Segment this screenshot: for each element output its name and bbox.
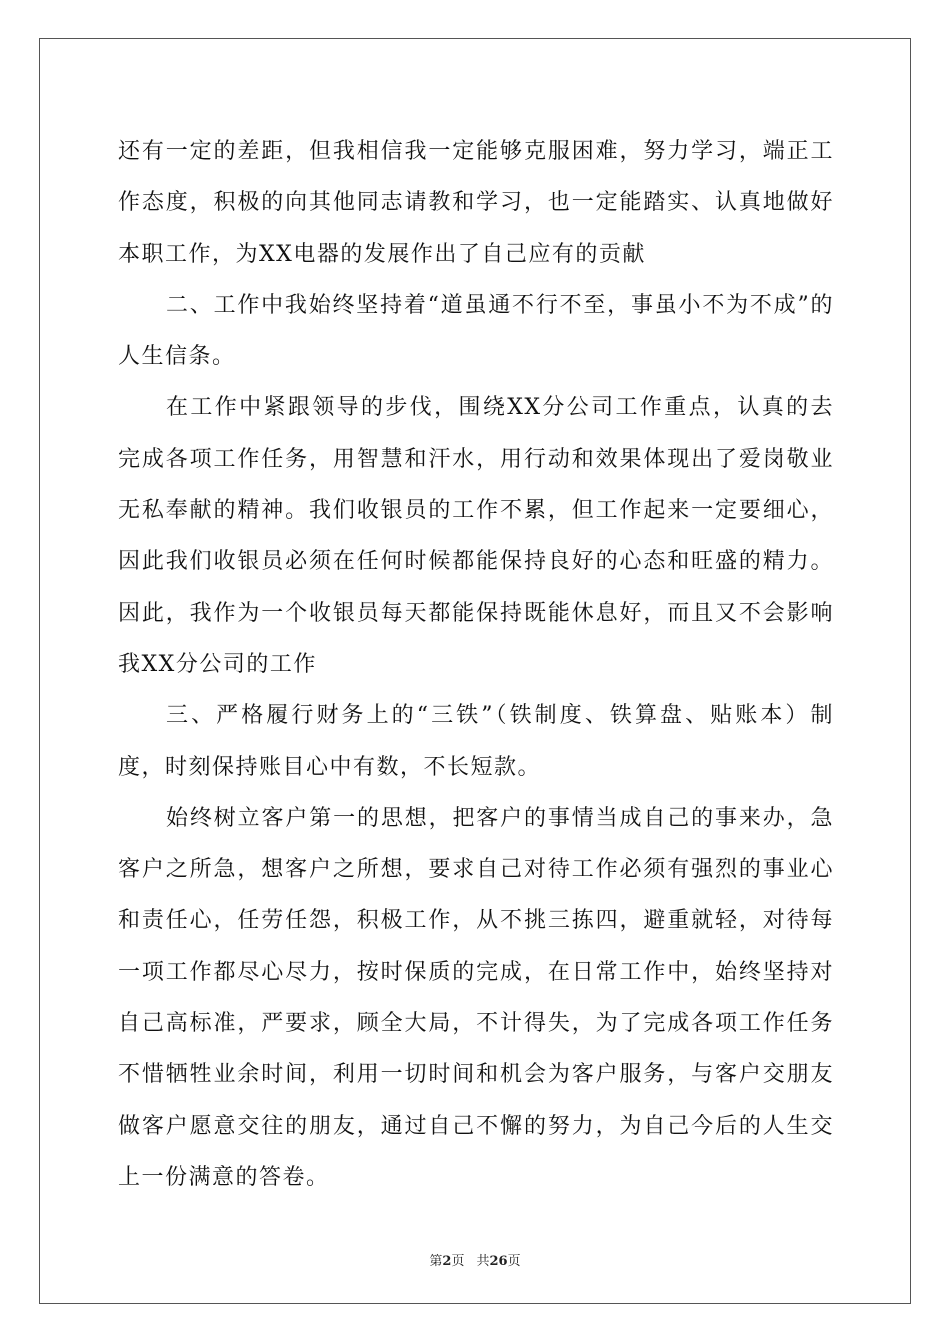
paragraph-2: 二、工作中我始终坚持着“道虽通不行不至，事虽小不为不成”的人生信条。 [118, 292, 834, 370]
page-footer [0, 1250, 950, 1269]
page-suffix: 页 [451, 1254, 465, 1269]
document-body [118, 126, 834, 1203]
paragraph-3: 在工作中紧跟领导的步伐，围绕XX分公司工作重点，认真的去完成各项工作任务，用智慧和汗水，用行动和效果体现出了爱岗敬业无私奉献的精神。我们收银员的工作不累，但工作起来一定要细心，因此我们收银员必须在任何时候都能保持良好的心态和旺盛的精力。因此，我作为一个收银员每天都能保持既能休息好，而且又不会影响我XX分公司的工作 [118, 395, 834, 677]
paragraph-4: 三、严格履行财务上的“三铁”（铁制度、铁算盘、贴账本）制度，时刻保持账目心中有数，不长短款。 [118, 703, 834, 780]
total-pages: 26 [489, 1254, 508, 1269]
paragraph-5: 始终树立客户第一的思想，把客户的事情当成自己的事来办，急客户之所急，想客户之所想，要求自己对待工作必须有强烈的事业心和责任心，任劳任怨，积极工作，从不挑三拣四，避重就轻，对待每一项工作都尽心尽力，按时保质的完成，在日常工作中，始终坚持对自己高标准，严要求，顾全大局，不计得失，为了完成各项工作任务不惜牺牲业余时间，利用一切时间和机会为客户服务，与客户交朋友做客户愿意交往的朋友，通过自己不懈的努力，为自己今后的人生交上一份满意的答卷。 [118, 805, 834, 1190]
page-prefix: 第 [429, 1254, 443, 1269]
paragraph-1: 还有一定的差距，但我相信我一定能够克服困难，努力学习，端正工作态度，积极的向其他同志请教和学习，也一定能踏实、认真地做好本职工作，为XX电器的发展作出了自己应有的贡献 [118, 139, 834, 267]
total-suffix: 页 [507, 1254, 521, 1269]
total-prefix: 共 [476, 1254, 490, 1269]
page-number: 2 [442, 1254, 452, 1269]
